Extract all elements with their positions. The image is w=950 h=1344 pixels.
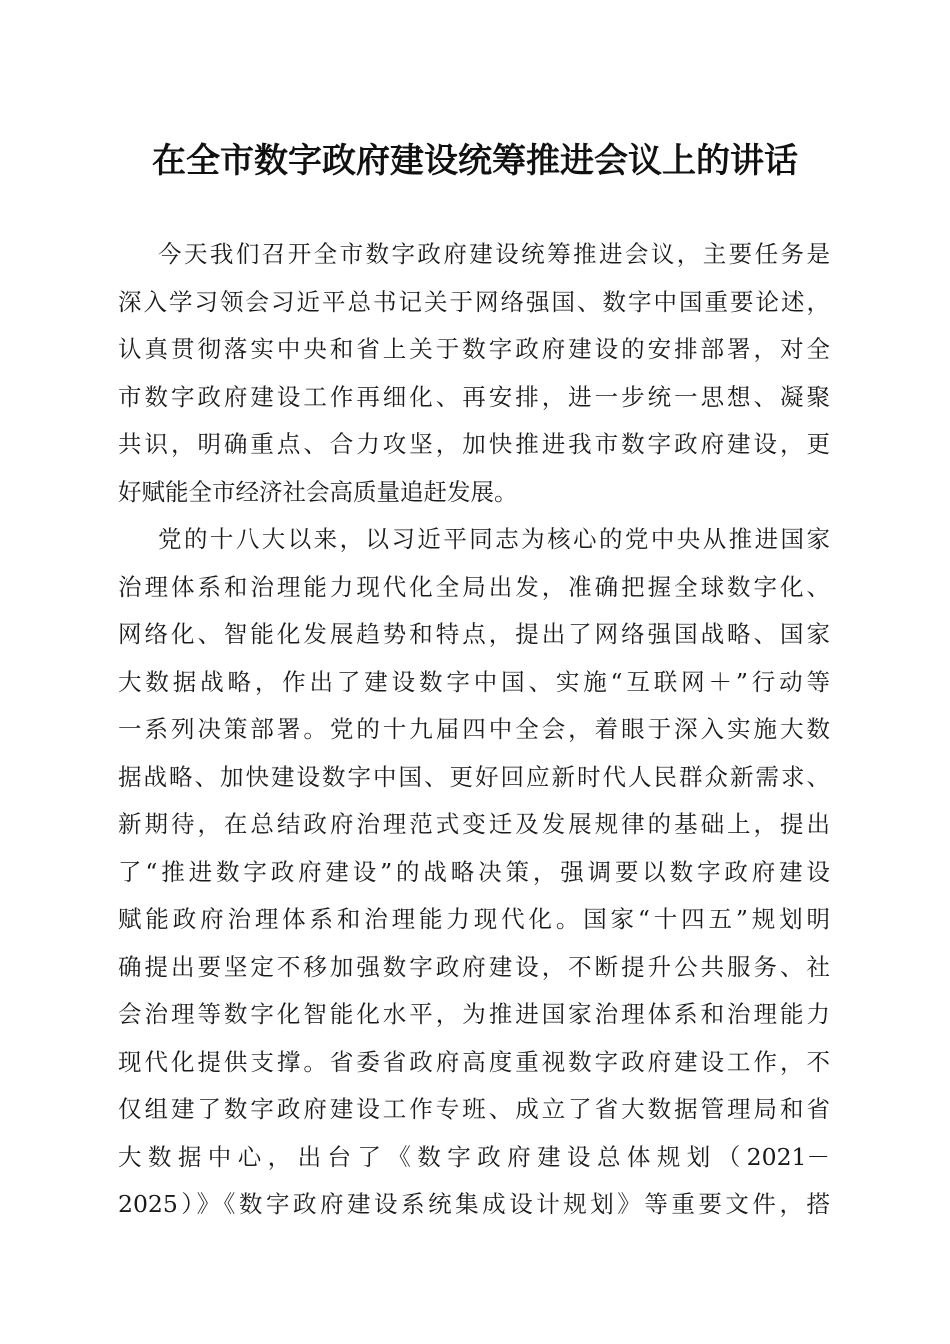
text-line: 了“推进数字政府建设”的战略决策，强调要以数字政府建设 [118, 857, 830, 886]
text-line: 网络化、智能化发展趋势和特点，提出了网络强国战略、国家 [118, 620, 830, 648]
text-line: 确提出要坚定不移加强数字政府建设，不断提升公共服务、社 [118, 952, 830, 981]
text-line: 据战略、加快建设数字中国、更好回应新时代人民群众新需求、 [118, 762, 830, 791]
text-line: 一系列决策部署。党的十九届四中全会，着眼于深入实施大数 [118, 715, 830, 743]
text-line: 认真贯彻落实中央和省上关于数字政府建设的安排部署，对全 [118, 335, 830, 363]
text-line: 仅组建了数字政府建设工作专班、成立了省大数据管理局和省 [118, 1095, 830, 1123]
document-title: 在全市数字政府建设统筹推进会议上的讲话 [152, 141, 798, 181]
text-line: 大数据中心，出台了《数字政府建设总体规划（2021－ [118, 1142, 830, 1171]
text-line: 党的十八大以来，以习近平同志为核心的党中央从推进国家 [158, 525, 830, 553]
text-line: 深入学习领会习近平总书记关于网络强国、数字中国重要论述， [118, 287, 830, 316]
paragraph-1 [118, 231, 830, 516]
text-line: 会治理等数字化智能化水平，为推进国家治理体系和治理能力 [118, 1000, 830, 1028]
text-line: 好赋能全市经济社会高质量追赶发展。 [118, 477, 518, 506]
text-line: 新期待，在总结政府治理范式变迁及发展规律的基础上，提出 [118, 810, 830, 838]
text-line: 大数据战略，作出了建设数字中国、实施“互联网＋”行动等 [118, 667, 830, 696]
text-line: 共识，明确重点、合力攻坚，加快推进我市数字政府建设，更 [118, 430, 830, 458]
paragraph-2 [118, 516, 830, 1229]
document-body [118, 231, 830, 1229]
text-line: 2025）》《数字政府建设系统集成设计规划》等重要文件，搭 [118, 1190, 830, 1218]
text-line: 现代化提供支撑。省委省政府高度重视数字政府建设工作，不 [118, 1047, 830, 1076]
text-line: 市数字政府建设工作再细化、再安排，进一步统一思想、凝聚 [118, 382, 830, 411]
text-line: 治理体系和治理能力现代化全局出发，准确把握全球数字化、 [118, 572, 830, 601]
text-line: 赋能政府治理体系和治理能力现代化。国家“十四五”规划明 [118, 905, 830, 933]
text-line: 今天我们召开全市数字政府建设统筹推进会议，主要任务是 [158, 240, 830, 268]
